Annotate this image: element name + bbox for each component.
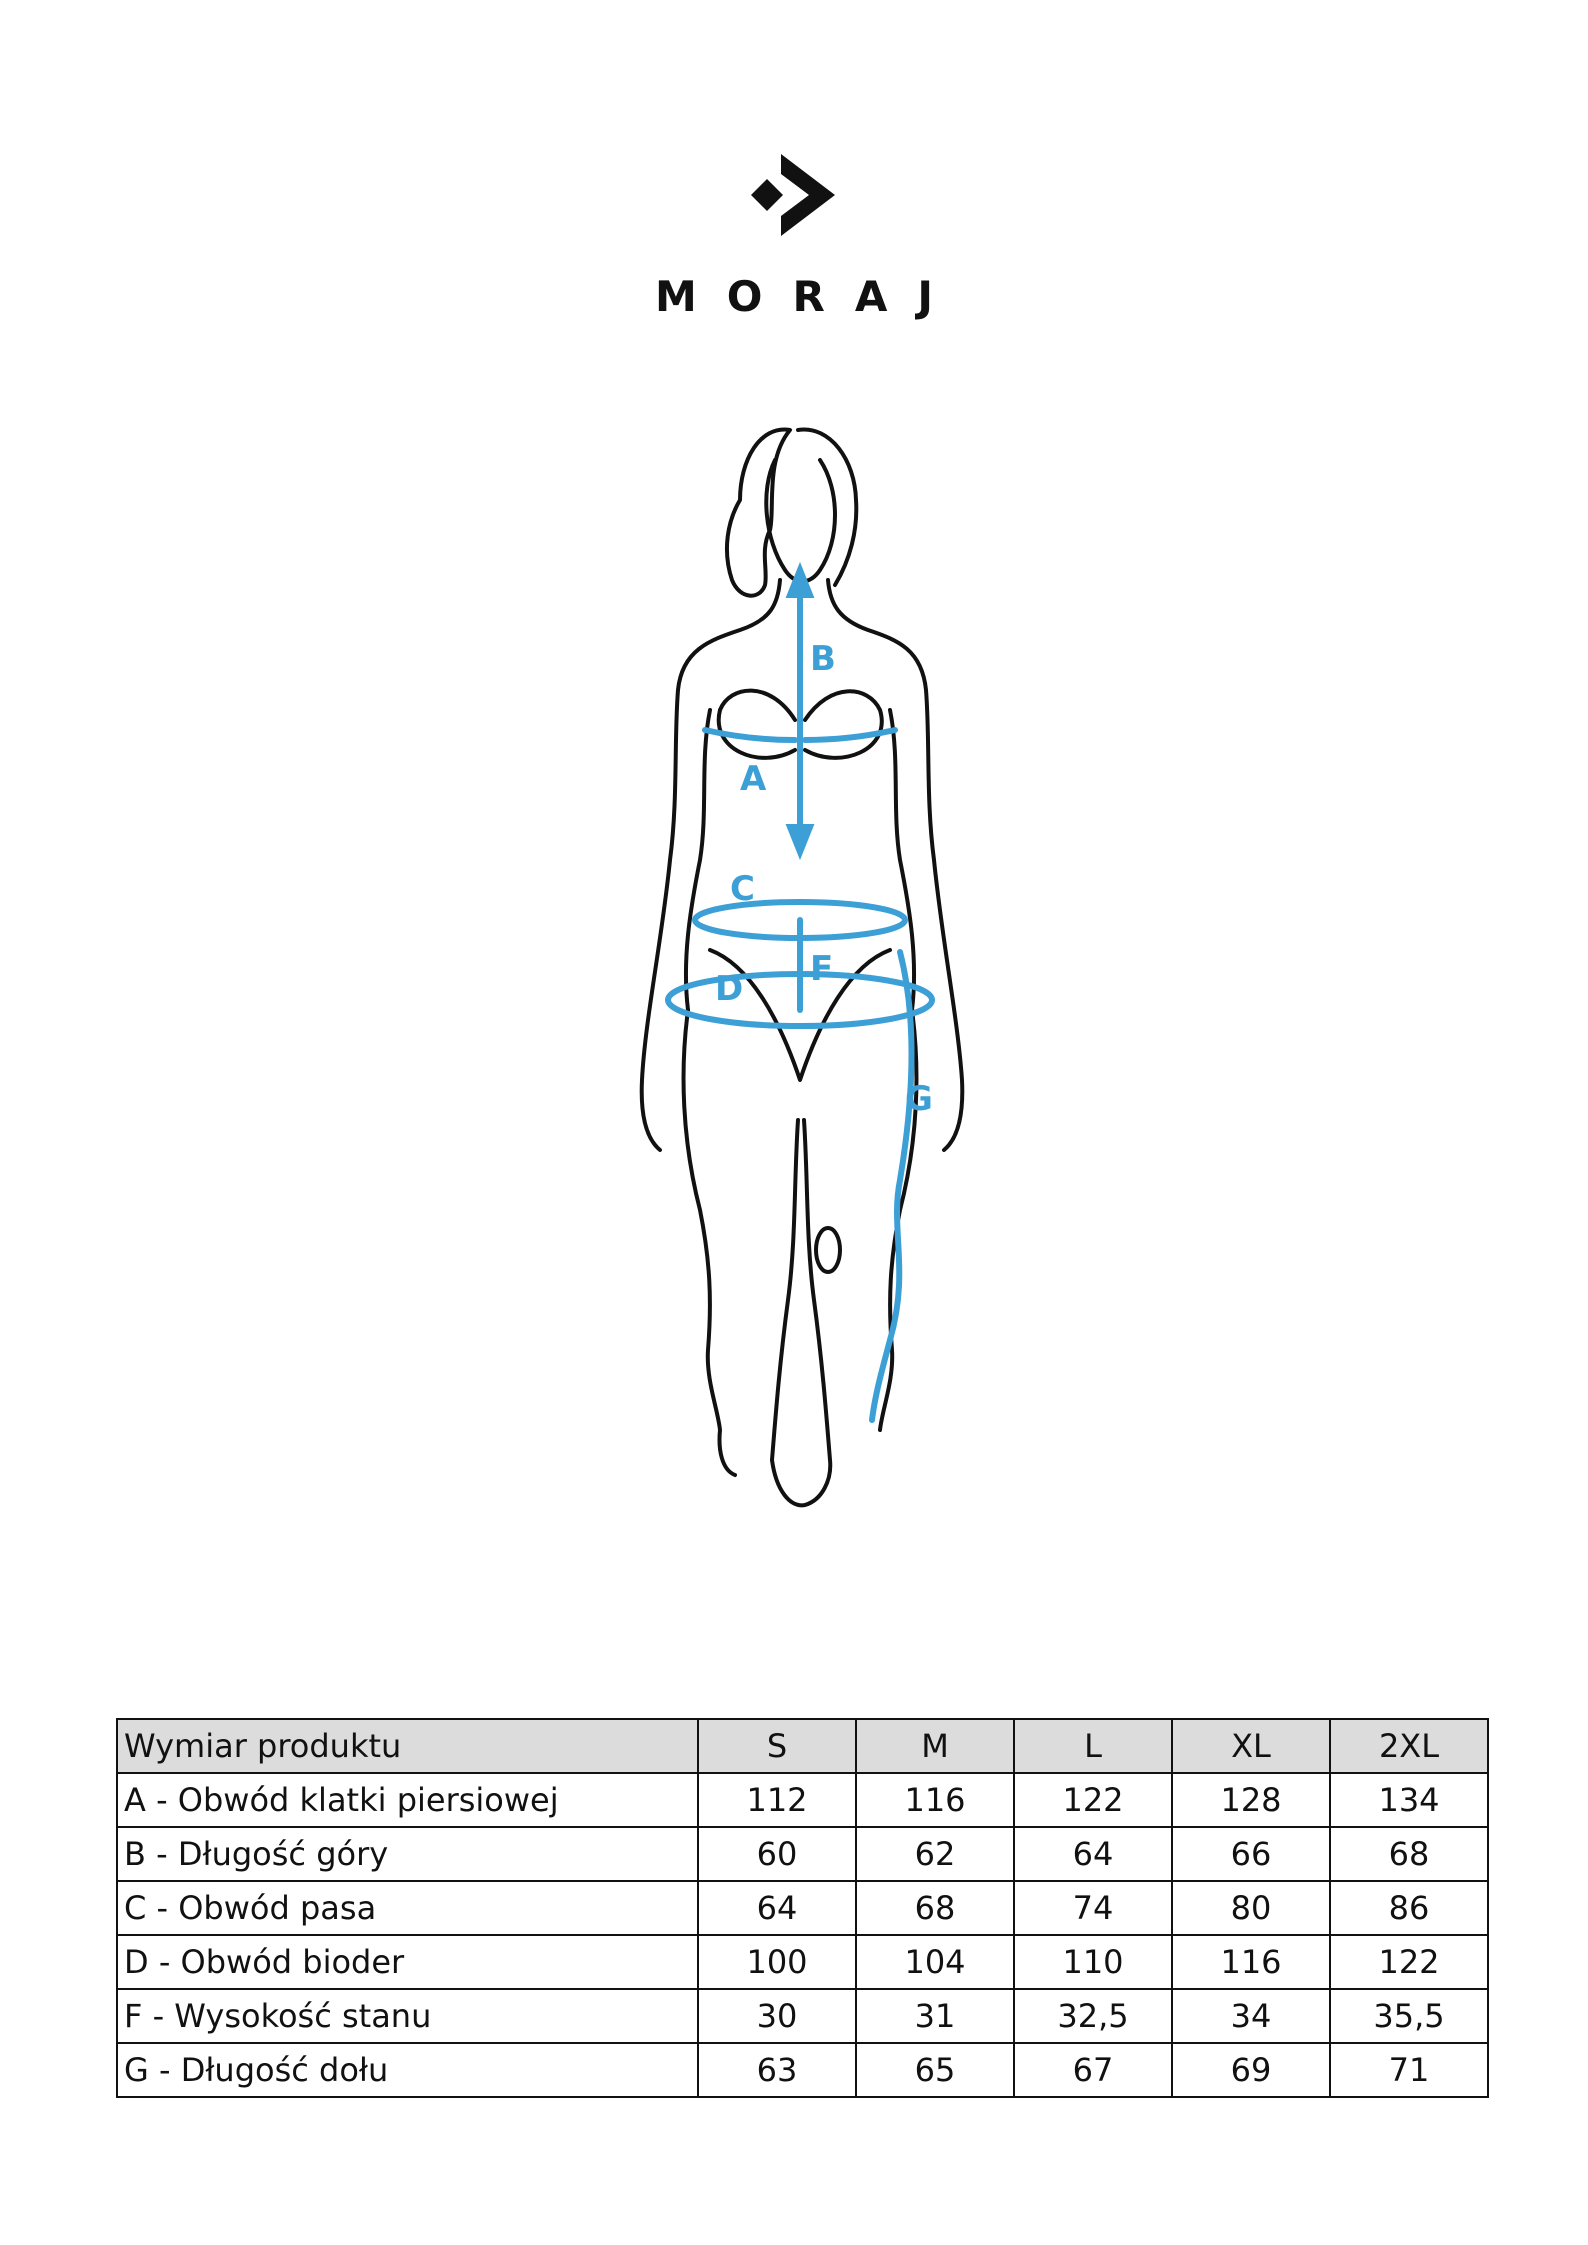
header-cell: S [698, 1719, 856, 1773]
table-cell: 68 [1330, 1827, 1488, 1881]
table-cell: 100 [698, 1935, 856, 1989]
table-cell: 64 [698, 1881, 856, 1935]
table-cell: 116 [1172, 1935, 1330, 1989]
table-cell: 35,5 [1330, 1989, 1488, 2043]
row-label: F - Wysokość stanu [117, 1989, 698, 2043]
row-label: A - Obwód klatki piersiowej [117, 1773, 698, 1827]
table-cell: 116 [856, 1773, 1014, 1827]
header-cell: L [1014, 1719, 1172, 1773]
table-row [117, 1881, 1488, 1935]
table-cell: 69 [1172, 2043, 1330, 2097]
table-cell: 112 [698, 1773, 856, 1827]
table-cell: 64 [1014, 1827, 1172, 1881]
table-cell: 128 [1172, 1773, 1330, 1827]
label-a: A [740, 759, 767, 799]
table-cell: 60 [698, 1827, 856, 1881]
row-label: C - Obwód pasa [117, 1881, 698, 1935]
size-table [116, 1718, 1489, 2098]
table-cell: 34 [1172, 1989, 1330, 2043]
table-cell: 30 [698, 1989, 856, 2043]
table-cell: 71 [1330, 2043, 1488, 2097]
table-row [117, 1989, 1488, 2043]
table-cell: 80 [1172, 1881, 1330, 1935]
table-cell: 67 [1014, 2043, 1172, 2097]
table-row [117, 1935, 1488, 1989]
brand-name: MORAJ [655, 272, 963, 321]
table-row [117, 2043, 1488, 2097]
label-b: B [810, 639, 836, 679]
label-c: C [730, 869, 755, 909]
table-cell: 134 [1330, 1773, 1488, 1827]
table-row [117, 1773, 1488, 1827]
table-cell: 104 [856, 1935, 1014, 1989]
table-cell: 65 [856, 2043, 1014, 2097]
header-cell: XL [1172, 1719, 1330, 1773]
brand-logo [0, 150, 1588, 240]
table-cell: 122 [1330, 1935, 1488, 1989]
header-cell: M [856, 1719, 1014, 1773]
table-cell: 31 [856, 1989, 1014, 2043]
table-cell: 68 [856, 1881, 1014, 1935]
table-header-row [117, 1719, 1488, 1773]
row-label: B - Długość góry [117, 1827, 698, 1881]
header-cell: Wymiar produktu [117, 1719, 698, 1773]
table-cell: 74 [1014, 1881, 1172, 1935]
body-figure-illustration [600, 420, 1000, 1600]
table-cell: 32,5 [1014, 1989, 1172, 2043]
table-cell: 86 [1330, 1881, 1488, 1935]
header-cell: 2XL [1330, 1719, 1488, 1773]
table-row [117, 1827, 1488, 1881]
label-f: F [810, 949, 834, 989]
moraj-logo-icon [749, 150, 839, 240]
label-g: G [905, 1079, 933, 1119]
table-cell: 66 [1172, 1827, 1330, 1881]
table-cell: 122 [1014, 1773, 1172, 1827]
row-label: D - Obwód bioder [117, 1935, 698, 1989]
row-label: G - Długość dołu [117, 2043, 698, 2097]
table-cell: 110 [1014, 1935, 1172, 1989]
label-d: D [715, 969, 744, 1009]
table-cell: 62 [856, 1827, 1014, 1881]
table-cell: 63 [698, 2043, 856, 2097]
